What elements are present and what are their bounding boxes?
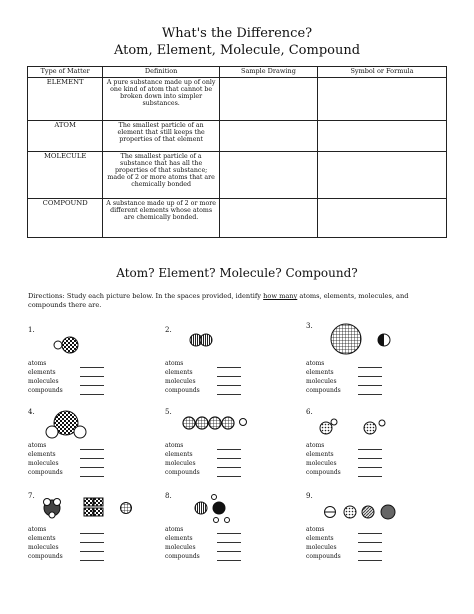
table-row bbox=[28, 199, 447, 238]
particle-diagram bbox=[306, 492, 436, 528]
label-molecules: molecules bbox=[306, 378, 337, 385]
problem-6 bbox=[306, 408, 436, 488]
column-header: Type of Matter bbox=[28, 67, 103, 78]
answer-blank[interactable] bbox=[358, 553, 382, 561]
label-atoms: atoms bbox=[165, 526, 184, 533]
symbol-formula-cell[interactable] bbox=[317, 152, 446, 199]
matter-type: COMPOUND bbox=[28, 199, 103, 238]
answer-blank[interactable] bbox=[80, 526, 104, 534]
problem-number: 2. bbox=[165, 326, 172, 334]
label-atoms: atoms bbox=[165, 442, 184, 449]
label-compounds: compounds bbox=[28, 469, 63, 476]
answer-blank[interactable] bbox=[358, 378, 382, 386]
matter-definition: The smallest particle of a substance that has all the properties of that substance; made of 2 or more atoms that are chemically bonded bbox=[103, 152, 220, 199]
directions-emphasis: how many bbox=[263, 292, 298, 300]
table-row bbox=[28, 152, 447, 199]
sample-drawing-cell[interactable] bbox=[219, 78, 317, 121]
answer-blank[interactable] bbox=[217, 360, 241, 368]
label-atoms: atoms bbox=[165, 360, 184, 367]
label-molecules: molecules bbox=[28, 460, 59, 467]
matter-type: ELEMENT bbox=[28, 78, 103, 121]
label-compounds: compounds bbox=[306, 469, 341, 476]
answer-blank[interactable] bbox=[80, 369, 104, 377]
sample-drawing-cell[interactable] bbox=[219, 121, 317, 152]
problem-8 bbox=[165, 492, 295, 572]
label-molecules: molecules bbox=[306, 460, 337, 467]
problem-5 bbox=[165, 408, 295, 488]
answer-labels bbox=[165, 441, 241, 477]
label-molecules: molecules bbox=[165, 378, 196, 385]
label-atoms: atoms bbox=[28, 526, 47, 533]
label-compounds: compounds bbox=[165, 553, 200, 560]
answer-blank[interactable] bbox=[217, 369, 241, 377]
answer-blank[interactable] bbox=[217, 469, 241, 477]
answer-blank[interactable] bbox=[217, 535, 241, 543]
answer-blank[interactable] bbox=[80, 544, 104, 552]
label-elements: elements bbox=[165, 451, 193, 458]
label-compounds: compounds bbox=[165, 469, 200, 476]
table-header-row bbox=[28, 67, 447, 78]
answer-blank[interactable] bbox=[80, 535, 104, 543]
problem-7 bbox=[28, 492, 158, 572]
answer-blank[interactable] bbox=[358, 387, 382, 395]
particle-diagram bbox=[165, 408, 295, 444]
answer-labels bbox=[28, 525, 104, 561]
answer-blank[interactable] bbox=[217, 553, 241, 561]
answer-labels bbox=[306, 525, 382, 561]
answer-blank[interactable] bbox=[80, 442, 104, 450]
particle-diagram bbox=[28, 326, 158, 362]
table-row bbox=[28, 78, 447, 121]
particle-diagram bbox=[165, 326, 295, 362]
answer-blank[interactable] bbox=[80, 387, 104, 395]
label-elements: elements bbox=[165, 535, 193, 542]
answer-blank[interactable] bbox=[358, 526, 382, 534]
label-elements: elements bbox=[306, 369, 334, 376]
label-atoms: atoms bbox=[306, 360, 325, 367]
problem-9 bbox=[306, 492, 436, 572]
particle-diagram bbox=[28, 492, 158, 528]
sample-drawing-cell[interactable] bbox=[219, 199, 317, 238]
label-compounds: compounds bbox=[28, 387, 63, 394]
answer-blank[interactable] bbox=[217, 544, 241, 552]
label-elements: elements bbox=[165, 369, 193, 376]
directions-part: atoms, elements, molecules, and compounds there are. bbox=[28, 292, 409, 309]
definition-table bbox=[27, 66, 447, 238]
answer-blank[interactable] bbox=[358, 369, 382, 377]
particle-diagram bbox=[306, 322, 436, 358]
answer-blank[interactable] bbox=[217, 387, 241, 395]
label-molecules: molecules bbox=[28, 378, 59, 385]
problem-number: 4. bbox=[28, 408, 35, 416]
answer-blank[interactable] bbox=[80, 378, 104, 386]
matter-definition: The smallest particle of an element that still keeps the properties of that element bbox=[103, 121, 220, 152]
directions-part: Directions: Study each picture below. In the spaces provided, identify bbox=[28, 292, 264, 300]
answer-labels bbox=[28, 359, 104, 395]
problem-2 bbox=[165, 326, 295, 406]
label-compounds: compounds bbox=[306, 387, 341, 394]
answer-blank[interactable] bbox=[80, 469, 104, 477]
worksheet-title: What's the Difference? bbox=[161, 26, 313, 41]
problem-number: 6. bbox=[306, 408, 313, 416]
answer-blank[interactable] bbox=[358, 451, 382, 459]
label-molecules: molecules bbox=[28, 544, 59, 551]
problem-number: 7. bbox=[28, 492, 35, 500]
answer-blank[interactable] bbox=[80, 460, 104, 468]
label-elements: elements bbox=[28, 369, 56, 376]
answer-blank[interactable] bbox=[80, 451, 104, 459]
problem-number: 3. bbox=[306, 322, 313, 330]
problem-number: 5. bbox=[165, 408, 172, 416]
answer-blank[interactable] bbox=[217, 526, 241, 534]
answer-blank[interactable] bbox=[358, 442, 382, 450]
problem-1 bbox=[28, 326, 158, 406]
column-header: Symbol or Formula bbox=[317, 67, 446, 78]
label-atoms: atoms bbox=[28, 442, 47, 449]
label-compounds: compounds bbox=[306, 553, 341, 560]
problem-number: 1. bbox=[28, 326, 35, 334]
label-elements: elements bbox=[306, 451, 334, 458]
label-molecules: molecules bbox=[306, 544, 337, 551]
problem-number: 9. bbox=[306, 492, 313, 500]
label-elements: elements bbox=[306, 535, 334, 542]
table-row bbox=[28, 121, 447, 152]
matter-definition: A pure substance made up of only one kind of atom that cannot be broken down into simpler substances. bbox=[103, 78, 220, 121]
label-compounds: compounds bbox=[165, 387, 200, 394]
answer-blank[interactable] bbox=[217, 460, 241, 468]
label-molecules: molecules bbox=[165, 460, 196, 467]
answer-blank[interactable] bbox=[80, 553, 104, 561]
label-molecules: molecules bbox=[165, 544, 196, 551]
matter-definition: A substance made up of 2 or more different elements whose atoms are chemically bonded. bbox=[103, 199, 220, 238]
answer-blank[interactable] bbox=[358, 544, 382, 552]
particle-diagram bbox=[28, 408, 158, 444]
problem-3 bbox=[306, 322, 436, 402]
label-compounds: compounds bbox=[28, 553, 63, 560]
column-header: Definition bbox=[103, 67, 220, 78]
label-elements: elements bbox=[28, 451, 56, 458]
answer-blank[interactable] bbox=[358, 360, 382, 368]
symbol-formula-cell[interactable] bbox=[317, 121, 446, 152]
answer-labels bbox=[306, 441, 382, 477]
column-header: Sample Drawing bbox=[219, 67, 317, 78]
problem-number: 8. bbox=[165, 492, 172, 500]
label-atoms: atoms bbox=[306, 526, 325, 533]
answer-labels bbox=[28, 441, 104, 477]
section-title: Atom? Element? Molecule? Compound? bbox=[116, 266, 358, 280]
label-elements: elements bbox=[28, 535, 56, 542]
answer-blank[interactable] bbox=[358, 460, 382, 468]
directions-text bbox=[28, 292, 448, 310]
answer-labels bbox=[165, 525, 241, 561]
answer-blank[interactable] bbox=[358, 469, 382, 477]
answer-blank[interactable] bbox=[80, 360, 104, 368]
answer-blank[interactable] bbox=[217, 451, 241, 459]
answer-blank[interactable] bbox=[358, 535, 382, 543]
sample-drawing-cell[interactable] bbox=[219, 152, 317, 199]
matter-type: ATOM bbox=[28, 121, 103, 152]
symbol-formula-cell[interactable] bbox=[317, 78, 446, 121]
problem-4 bbox=[28, 408, 158, 488]
worksheet-subtitle: Atom, Element, Molecule, Compound bbox=[113, 43, 361, 58]
label-atoms: atoms bbox=[28, 360, 47, 367]
particle-diagram bbox=[165, 492, 295, 528]
symbol-formula-cell[interactable] bbox=[317, 199, 446, 238]
label-atoms: atoms bbox=[306, 442, 325, 449]
matter-type: MOLECULE bbox=[28, 152, 103, 199]
answer-blank[interactable] bbox=[217, 442, 241, 450]
answer-labels bbox=[306, 359, 382, 395]
particle-diagram bbox=[306, 408, 436, 444]
answer-blank[interactable] bbox=[217, 378, 241, 386]
answer-labels bbox=[165, 359, 241, 395]
